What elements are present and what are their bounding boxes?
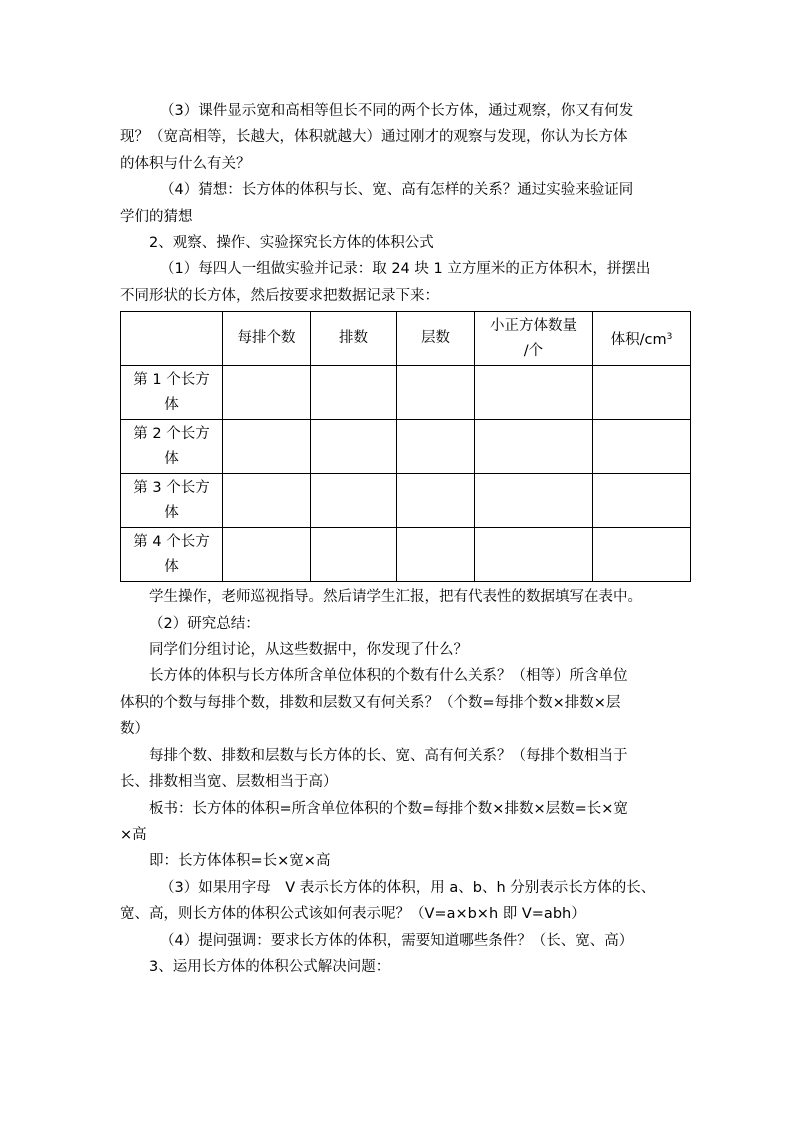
- row-label-line: 体: [164, 396, 179, 413]
- table-cell[interactable]: [475, 528, 593, 582]
- paragraph-observe-boxes: [120, 98, 690, 177]
- row-label-line: 第 1 个长方: [133, 371, 210, 388]
- row-label-line: 体: [164, 558, 179, 575]
- table-row: [121, 528, 691, 582]
- paragraph-group-discussion: [120, 637, 690, 663]
- text-line: 长方体的体积与长方体所含单位体积的个数有什么关系？（相等）所含单位: [149, 668, 628, 685]
- paragraph-unit-volume: [120, 663, 690, 742]
- table-header-cell: [593, 312, 691, 366]
- table-header-cell-empty: [121, 312, 223, 366]
- text-line: （4）猜想：长方体的体积与长、宽、高有怎样的关系？通过实验来验证同: [160, 182, 634, 199]
- paragraph-student-operation: [120, 584, 690, 610]
- table-row-label: [121, 528, 223, 582]
- text-line: （2）研究总结：: [149, 615, 260, 632]
- text-line: 现？（宽高相等，长越大，体积就越大）通过刚才的观察与发现，你认为长方体: [120, 129, 628, 146]
- table-row: [121, 366, 691, 420]
- table-cell[interactable]: [593, 474, 691, 528]
- header-text: 体积/cm: [610, 331, 667, 348]
- table-row-label: [121, 420, 223, 474]
- table-cell[interactable]: [223, 528, 311, 582]
- text-line: （3）课件显示宽和高相等但长不同的两个长方体，通过观察，你又有何发: [160, 103, 634, 119]
- table-cell[interactable]: [311, 420, 397, 474]
- text-line: （3）如果用字母 V 表示长方体的体积，用 a、b、h 分别表示长方体的长、: [160, 879, 656, 896]
- table-header-cell: 每排个数: [223, 312, 311, 366]
- paragraph-emphasis: [120, 928, 690, 954]
- table-header-cell: 排数: [311, 312, 397, 366]
- text-line: 即：长方体体积=长×宽×高: [149, 853, 331, 870]
- record-table: [120, 311, 691, 582]
- row-label-line: 第 4 个长方: [133, 533, 210, 550]
- text-line: 2、观察、操作、实验探究长方体的体积公式: [149, 235, 434, 252]
- paragraph-summary-heading: [120, 611, 690, 637]
- table-cell[interactable]: [223, 366, 311, 420]
- table-cell[interactable]: [397, 528, 475, 582]
- row-label-line: 第 3 个长方: [133, 479, 210, 496]
- table-cell[interactable]: [475, 366, 593, 420]
- table-header-cell: [475, 312, 593, 366]
- text-line: （4）提问强调：要求长方体的体积，需要知道哪些条件？（长、宽、高）: [160, 932, 634, 949]
- paragraph-formula: [120, 848, 690, 874]
- table-cell[interactable]: [397, 420, 475, 474]
- paragraph-dimensions-relation: [120, 743, 690, 796]
- text-line: 不同形状的长方体，然后按要求把数据记录下来：: [120, 287, 439, 304]
- text-line: 学生操作，老师巡视指导。然后请学生汇报，把有代表性的数据填写在表中。: [149, 589, 642, 606]
- text-line: ×高: [120, 826, 147, 843]
- table-row: [121, 474, 691, 528]
- text-line: 板书：长方体的体积=所含单位体积的个数=每排个数×排数×层数=长×宽: [149, 800, 628, 817]
- section-heading-apply-formula: [120, 954, 690, 980]
- text-line: 的体积与什么有关？: [120, 155, 251, 172]
- text-line: 学们的猜想: [120, 208, 193, 225]
- text-line: 数）: [120, 721, 149, 738]
- record-table-wrapper: [120, 311, 690, 582]
- header-line: 小正方体数量: [490, 317, 577, 334]
- table-cell[interactable]: [397, 366, 475, 420]
- table-row-label: [121, 474, 223, 528]
- table-cell[interactable]: [593, 420, 691, 474]
- text-line: （1）每四人一组做实验并记录：取 24 块 1 立方厘米的正方体积木，拼摆出: [160, 261, 651, 278]
- paragraph-blackboard: [120, 796, 690, 849]
- text-line: 长、排数相当宽、层数相当于高）: [120, 774, 338, 791]
- row-label-line: 第 2 个长方: [133, 425, 210, 442]
- table-cell[interactable]: [223, 474, 311, 528]
- text-line: 同学们分组讨论，从这些数据中，你发现了什么？: [149, 642, 468, 659]
- paragraph-guess: [120, 177, 690, 230]
- text-line: 体积的个数与每排个数，排数和层数又有何关系？（个数=每排个数×排数×层: [120, 694, 621, 711]
- row-label-line: 体: [164, 450, 179, 467]
- paragraph-letter-formula: [120, 875, 690, 928]
- table-cell[interactable]: [593, 366, 691, 420]
- text-line: 3、运用长方体的体积公式解决问题：: [149, 958, 391, 975]
- table-cell[interactable]: [223, 420, 311, 474]
- header-superscript: 3: [666, 331, 673, 342]
- table-cell[interactable]: [311, 528, 397, 582]
- table-cell[interactable]: [397, 474, 475, 528]
- header-line: /个: [523, 342, 544, 359]
- table-cell[interactable]: [311, 474, 397, 528]
- paragraph-experiment: [120, 256, 690, 309]
- table-row-label: [121, 366, 223, 420]
- row-label-line: 体: [164, 504, 179, 521]
- table-header-cell: 层数: [397, 312, 475, 366]
- text-line: 每排个数、排数和层数与长方体的长、宽、高有何关系？（每排个数相当于: [149, 747, 628, 764]
- table-cell[interactable]: [475, 474, 593, 528]
- table-row: [121, 420, 691, 474]
- table-cell[interactable]: [475, 420, 593, 474]
- text-line: 宽、高，则长方体的体积公式该如何表示呢？（V=a×b×h 即 V=abh）: [120, 906, 586, 923]
- document-page: [120, 98, 690, 980]
- table-cell[interactable]: [311, 366, 397, 420]
- table-header-row: [121, 312, 691, 366]
- table-cell[interactable]: [593, 528, 691, 582]
- section-heading-explore-formula: [120, 230, 690, 256]
